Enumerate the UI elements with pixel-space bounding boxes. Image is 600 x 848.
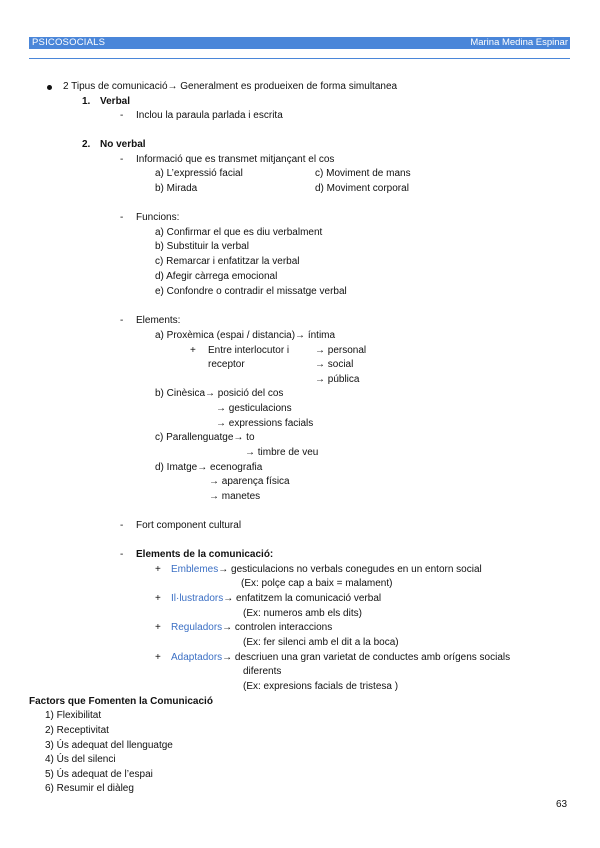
header-rule bbox=[29, 58, 570, 59]
elemcom-plus: + bbox=[155, 622, 161, 633]
info-item: c) Moviment de mans bbox=[315, 168, 411, 179]
imatge-sub: → manetes bbox=[209, 491, 261, 502]
elemcom-desc: → enfatitzem la comunicació verbal bbox=[223, 593, 382, 604]
elemcom-desc: → gesticulacions no verbals conegudes en un entorn social bbox=[218, 564, 482, 575]
distance-social: → social bbox=[315, 359, 354, 370]
funcio-item: b) Substituir la verbal bbox=[155, 241, 249, 252]
elemcom-dash: - bbox=[120, 549, 124, 560]
cinesica-sub: → gesticulacions bbox=[216, 403, 292, 414]
bullet-dot bbox=[47, 85, 52, 90]
factor-item: 2) Receptivitat bbox=[45, 725, 109, 736]
imatge-line: d) Imatge→ ecenografia bbox=[155, 462, 263, 473]
paralleng-line: c) Parallenguatge→ to bbox=[155, 432, 255, 443]
funcio-item: c) Remarcar i enfatitzar la verbal bbox=[155, 256, 300, 267]
funcions-label: Funcions: bbox=[136, 212, 180, 223]
proxemica-line: a) Proxèmica (espai / distancia)→ íntima bbox=[155, 330, 336, 341]
factor-item: 4) Ús del silenci bbox=[45, 754, 116, 765]
info-dash: - bbox=[120, 154, 124, 165]
info-item: a) L’expressió facial bbox=[155, 168, 243, 179]
elemcom-example: (Ex: numeros amb els dits) bbox=[243, 608, 362, 619]
noverbal-heading: No verbal bbox=[100, 139, 146, 150]
elemcom-name: Reguladors bbox=[171, 622, 223, 633]
verbal-dash: - bbox=[120, 110, 124, 121]
elemcom-name: Emblemes bbox=[171, 564, 219, 575]
page-number: 63 bbox=[556, 799, 568, 810]
cinesica-sub: → expressions facials bbox=[216, 418, 314, 429]
verbal-desc: Inclou la paraula parlada i escrita bbox=[136, 110, 283, 121]
distance-publica: → pública bbox=[315, 374, 360, 385]
header-author: Marina Medina Espinar bbox=[470, 37, 568, 48]
elemcom-row bbox=[171, 564, 482, 576]
info-item: d) Moviment corporal bbox=[315, 183, 409, 194]
elemcom-plus: + bbox=[155, 564, 161, 575]
factor-item: 5) Ús adequat de l’espai bbox=[45, 769, 153, 780]
factor-item: 6) Resumir el diàleg bbox=[45, 783, 134, 794]
header-subject: PSICOSOCIALS bbox=[32, 37, 106, 48]
elemcom-label: Elements de la comunicació: bbox=[136, 549, 274, 560]
elemcom-name: Il·lustradors bbox=[171, 593, 224, 604]
page-header bbox=[29, 37, 570, 49]
verbal-number: 1. bbox=[82, 96, 91, 107]
elemcom-desc-cont: diferents bbox=[243, 666, 282, 677]
info-item: b) Mirada bbox=[155, 183, 198, 194]
fort-dash: - bbox=[120, 520, 124, 531]
elemcom-example: (Ex: fer silenci amb el dit a la boca) bbox=[243, 637, 399, 648]
factor-item: 3) Ús adequat del llenguatge bbox=[45, 740, 173, 751]
entre-line-2: receptor bbox=[208, 359, 245, 370]
funcions-dash: - bbox=[120, 212, 124, 223]
funcio-item: a) Confirmar el que es diu verbalment bbox=[155, 227, 323, 238]
intro-bullet: 2 Tipus de comunicació→ Generalment es produeixen de forma simultanea bbox=[63, 81, 398, 92]
paralleng-sub: → timbre de veu bbox=[245, 447, 319, 458]
elemcom-desc: → controlen interaccions bbox=[222, 622, 333, 633]
elemcom-row bbox=[171, 593, 381, 605]
entre-plus: + bbox=[190, 345, 196, 356]
imatge-sub: → aparença física bbox=[209, 476, 290, 487]
info-text: Informació que es transmet mitjançant el cos bbox=[136, 154, 335, 165]
funcio-item: d) Afegir càrrega emocional bbox=[155, 271, 278, 282]
elements-label: Elements: bbox=[136, 315, 181, 326]
fort-text: Fort component cultural bbox=[136, 520, 242, 531]
elemcom-desc: → descriuen una gran varietat de conductes amb orígens socials bbox=[222, 652, 511, 663]
elemcom-row bbox=[171, 622, 332, 634]
elemcom-example: (Ex: polçe cap a baix = malament) bbox=[241, 578, 393, 589]
elemcom-name: Adaptadors bbox=[171, 652, 223, 663]
funcio-item: e) Confondre o contradir el missatge verbal bbox=[155, 286, 347, 297]
factor-item: 1) Flexibilitat bbox=[45, 710, 102, 721]
cinesica-line: b) Cinèsica→ posició del cos bbox=[155, 388, 284, 399]
factors-heading: Factors que Fomenten la Comunicació bbox=[29, 696, 213, 707]
elemcom-example: (Ex: expresions facials de tristesa ) bbox=[243, 681, 399, 692]
elements-dash: - bbox=[120, 315, 124, 326]
elemcom-plus: + bbox=[155, 593, 161, 604]
elemcom-plus: + bbox=[155, 652, 161, 663]
noverbal-number: 2. bbox=[82, 139, 91, 150]
entre-line-1: Entre interlocutor i bbox=[208, 345, 290, 356]
distance-personal: → personal bbox=[315, 345, 367, 356]
elemcom-row bbox=[171, 652, 510, 664]
verbal-heading: Verbal bbox=[100, 96, 131, 107]
